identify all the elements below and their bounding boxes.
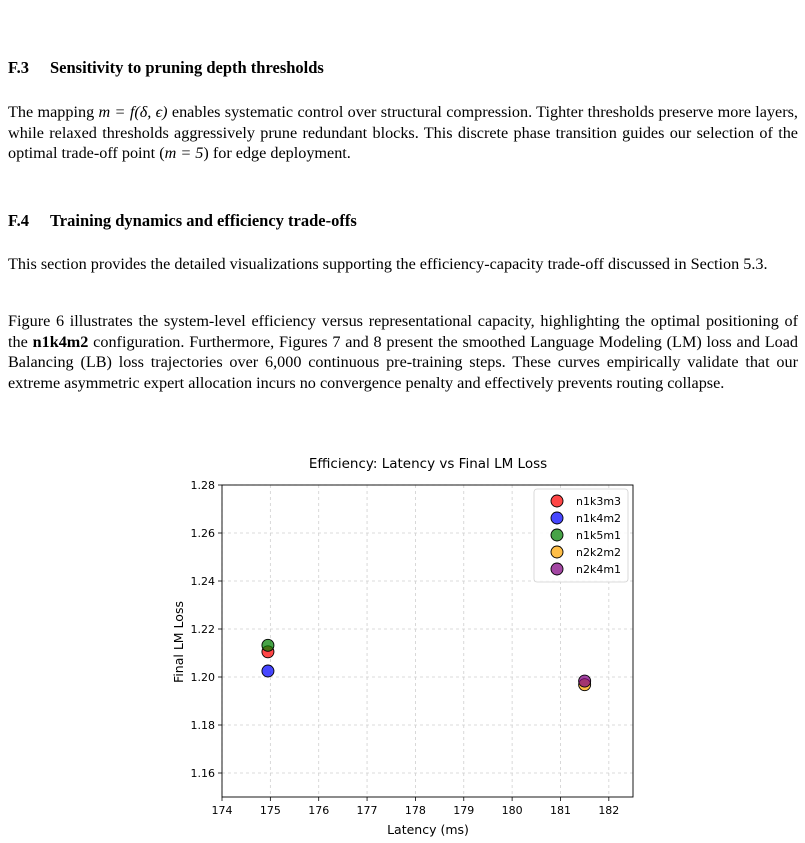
text-run: configuration. Furthermore, Figures 7 and 8 present the smoothed Language Modeling (LM) loss and Load Balancing (LB) loss trajectories over 6,000 continuous pre-training steps. These curves empirically validate that our extreme asymmetric expert allocation incurs no convergence penalty and effectively prevents routing collapse.: [8, 332, 798, 392]
scatter-figure: [0, 452, 805, 843]
chart-title: Efficiency: Latency vs Final LM Loss: [308, 456, 548, 472]
text-run: enables systematic control over structural compression. Tighter thresholds preserve more layers, while relaxed thresholds aggressively prune redundant blocks. This discrete phase transition guides our selection of the optimal trade-off point (: [8, 103, 798, 162]
section-f3-paragraph: [8, 102, 798, 164]
x-tick-label: 179: [453, 804, 475, 817]
legend-label: n1k5m1: [576, 529, 622, 542]
y-tick-label: 1.16: [190, 767, 215, 780]
y-tick-label: 1.18: [190, 719, 215, 732]
legend-marker-n1k4m2: [551, 512, 563, 524]
data-point-n1k4m2: [262, 665, 274, 677]
y-tick-label: 1.28: [190, 479, 215, 492]
x-tick-label: 178: [404, 804, 426, 817]
legend-label: n1k4m2: [576, 512, 622, 525]
section-title: Training dynamics and efficiency trade-offs: [50, 211, 357, 230]
legend-marker-n1k3m3: [551, 495, 563, 507]
y-tick-label: 1.22: [190, 623, 215, 636]
legend-label: n1k3m3: [576, 495, 622, 508]
legend-marker-n2k4m1: [551, 563, 563, 575]
y-axis-label: Final LM Loss: [171, 601, 186, 683]
math-expression: m = 5: [164, 144, 204, 162]
data-point-n1k5m1: [262, 639, 274, 651]
x-tick-label: 174: [211, 804, 233, 817]
legend-marker-n2k2m2: [551, 546, 563, 558]
legend-label: n2k4m1: [576, 563, 622, 576]
x-tick-label: 180: [501, 804, 523, 817]
x-tick-label: 182: [598, 804, 620, 817]
section-heading-f4: [8, 211, 357, 231]
x-tick-label: 177: [356, 804, 378, 817]
y-tick-label: 1.20: [190, 671, 215, 684]
math-expression: m = f(δ, ϵ): [98, 103, 168, 121]
text-run: ) for edge deployment.: [203, 144, 351, 162]
y-tick-label: 1.24: [190, 575, 215, 588]
data-points: [262, 639, 591, 690]
legend-label: n2k2m2: [576, 546, 622, 559]
x-axis-label: Latency (ms): [387, 822, 469, 837]
clipped-previous-line: [8, 0, 798, 6]
bold-config-name: n1k4m2: [32, 332, 89, 351]
x-tick-label: 176: [308, 804, 330, 817]
text-run: Figure 6 illustrates the system-level efficiency versus representational capacity, highlighting the optimal positioning of the: [8, 312, 798, 351]
y-tick-label: 1.26: [190, 527, 215, 540]
x-tick-label: 181: [549, 804, 571, 817]
scatter-chart: [0, 452, 805, 843]
legend-marker-n1k5m1: [551, 529, 563, 541]
legend: [534, 489, 628, 582]
section-number: F.4: [8, 211, 29, 230]
x-tick-label: 175: [259, 804, 281, 817]
section-f4-paragraph-2: [8, 311, 798, 393]
section-f4-paragraph-1: This section provides the detailed visualizations supporting the efficiency-capacity trade-off discussed in Section 5.3.: [8, 255, 768, 273]
data-point-n2k4m1: [579, 675, 591, 687]
section-heading-f3: [8, 58, 324, 78]
section-title: Sensitivity to pruning depth thresholds: [50, 58, 324, 77]
section-number: F.3: [8, 58, 29, 77]
text-run: The mapping: [8, 103, 99, 121]
